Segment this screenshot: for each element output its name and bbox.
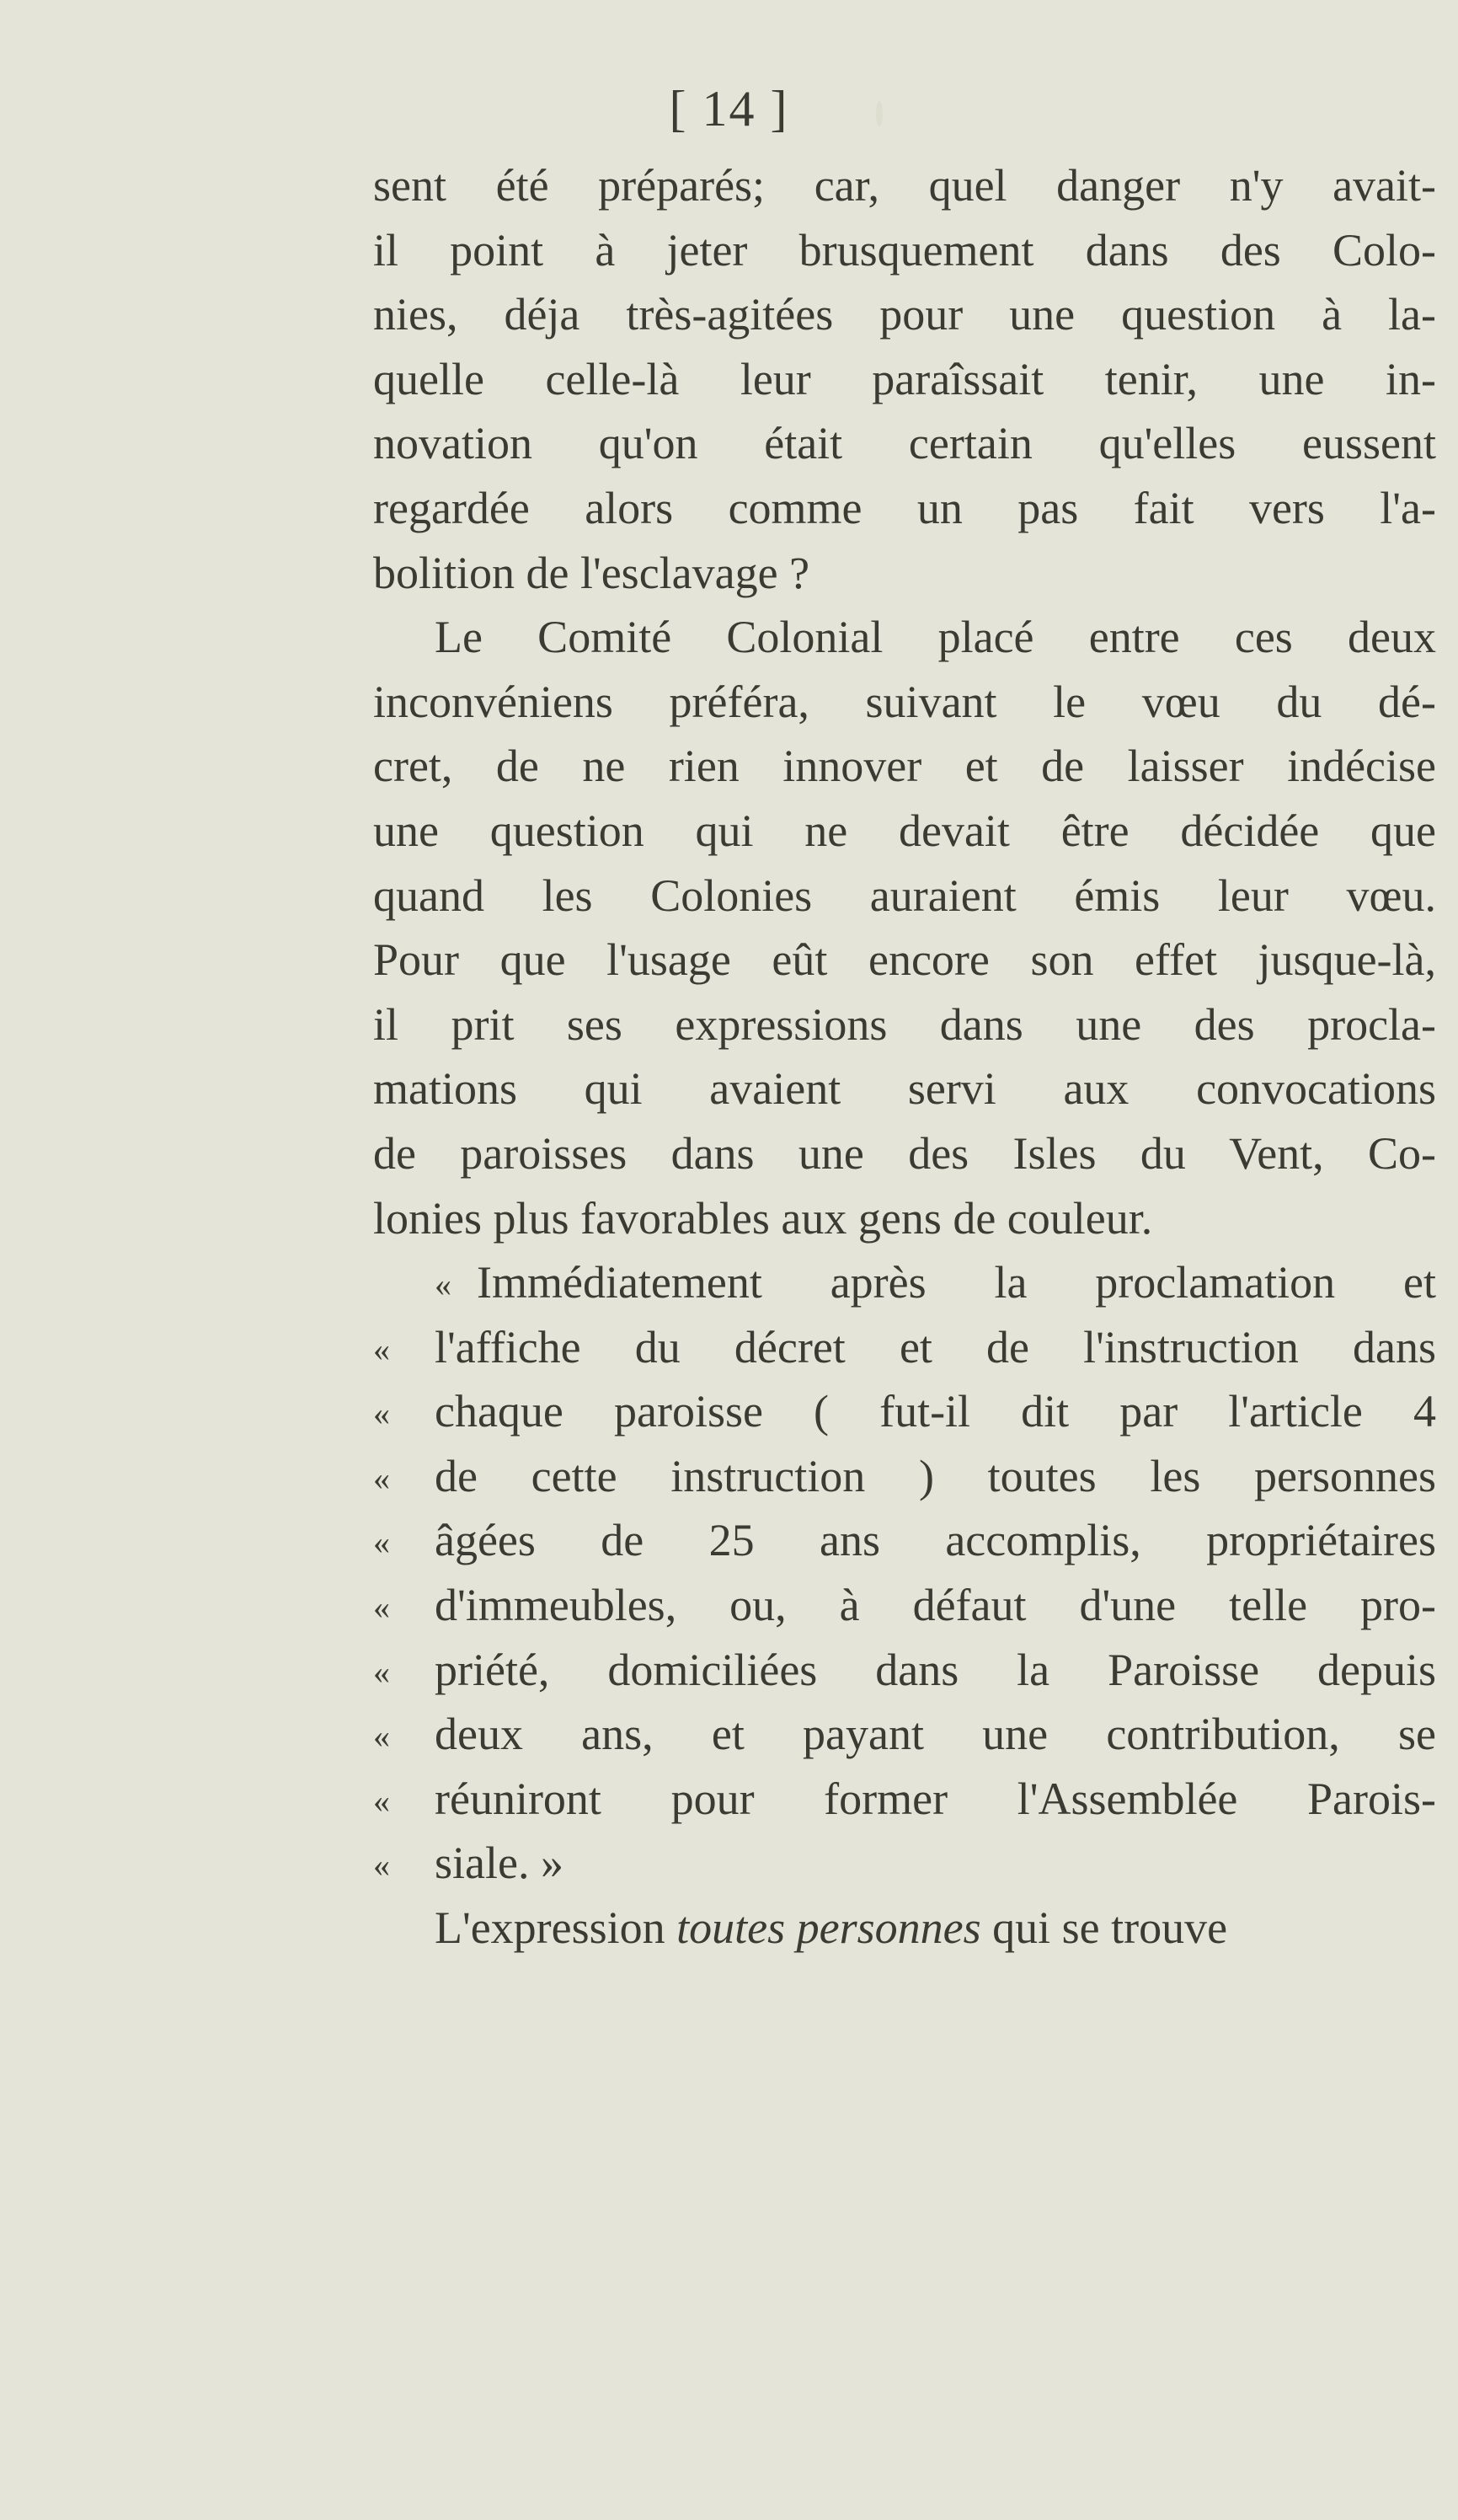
text-line: il point à jeter brusquement dans des Colo-	[373, 224, 1436, 276]
line-text: Immédiatement après la proclamation et	[477, 1257, 1436, 1308]
text-line: cret, de ne rien innover et de laisser indécise	[373, 741, 1436, 792]
text-line: sent été préparés; car, quel danger n'y avait-	[373, 160, 1436, 211]
italic-phrase: toutes personnes	[676, 1902, 981, 1954]
text-line	[373, 1315, 1436, 1380]
text-line	[373, 1831, 1436, 1896]
text-line: regardée alors comme un pas fait vers l'a-	[373, 482, 1436, 533]
paragraph-1	[373, 153, 1436, 605]
quote-mark: «	[373, 1394, 390, 1433]
paragraph-2	[373, 605, 1436, 1250]
line-text: deux ans, et payant une contribution, se	[435, 1709, 1436, 1760]
line-text: l'affiche du décret et de l'instruction dans	[435, 1321, 1436, 1372]
quote-mark: «	[373, 1717, 390, 1756]
line-text: de cette instruction ) toutes les personnes	[435, 1450, 1436, 1501]
text-line: il prit ses expressions dans une des procla-	[373, 998, 1436, 1050]
text-line: Pour que l'usage eût encore son effet jusque-là,	[373, 934, 1436, 986]
text-line: nies, déja très-agitées pour une question à la-	[373, 289, 1436, 340]
line-text: chaque paroisse ( fut-il dit par l'article 4	[435, 1386, 1436, 1437]
page-body	[373, 153, 1436, 1961]
text-line	[373, 1573, 1436, 1638]
line-text: d'immeubles, ou, à défaut d'une telle pro-	[435, 1580, 1436, 1631]
quote-mark: «	[435, 1265, 451, 1304]
text-line: lonies plus favorables aux gens de couleur.	[373, 1192, 1153, 1244]
quote-mark: «	[373, 1846, 390, 1885]
text-line: inconvéniens préféra, suivant le vœu du dé-	[373, 676, 1436, 727]
quote-mark: «	[373, 1588, 390, 1627]
text-span: L'expression	[435, 1902, 677, 1954]
line-text: âgées de 25 ans accomplis, propriétaires	[435, 1515, 1436, 1566]
text-line: mations qui avaient servi aux convocations	[373, 1063, 1436, 1115]
text-line: quelle celle-là leur paraîssait tenir, une in-	[373, 353, 1436, 404]
line-text: réuniront pour former l'Assemblée Parois-	[435, 1773, 1436, 1824]
quoted-paragraph	[373, 1250, 1436, 1896]
text-line: Le Comité Colonial placé entre ces deux	[435, 612, 1436, 663]
quote-mark: «	[373, 1330, 390, 1368]
quote-mark: «	[373, 1458, 390, 1497]
paragraph-4-line	[373, 1896, 1436, 1961]
text-line	[373, 1767, 1436, 1832]
quote-mark: «	[373, 1652, 390, 1691]
text-line: de paroisses dans une des Isles du Vent, Co-	[373, 1127, 1436, 1179]
line-text: priété, domiciliées dans la Paroisse depuis	[435, 1644, 1436, 1695]
text-line	[373, 1638, 1436, 1703]
page-number: [ 14 ]	[669, 81, 789, 136]
text-line	[373, 1702, 1436, 1767]
text-line	[373, 1379, 1436, 1444]
line-text: siale. »	[435, 1838, 563, 1889]
quote-mark: «	[373, 1781, 390, 1820]
text-line: une question qui ne devait être décidée que	[373, 805, 1436, 856]
text-line: novation qu'on était certain qu'elles eussent	[373, 418, 1436, 469]
text-line: bolition de l'esclavage ?	[373, 547, 810, 598]
text-line	[373, 1250, 1436, 1315]
text-line: quand les Colonies auraient émis leur vœu.	[373, 869, 1436, 921]
text-line	[373, 1508, 1436, 1573]
text-span: qui se trouve	[980, 1902, 1228, 1954]
quote-mark: «	[373, 1523, 390, 1562]
text-line	[373, 1444, 1436, 1509]
